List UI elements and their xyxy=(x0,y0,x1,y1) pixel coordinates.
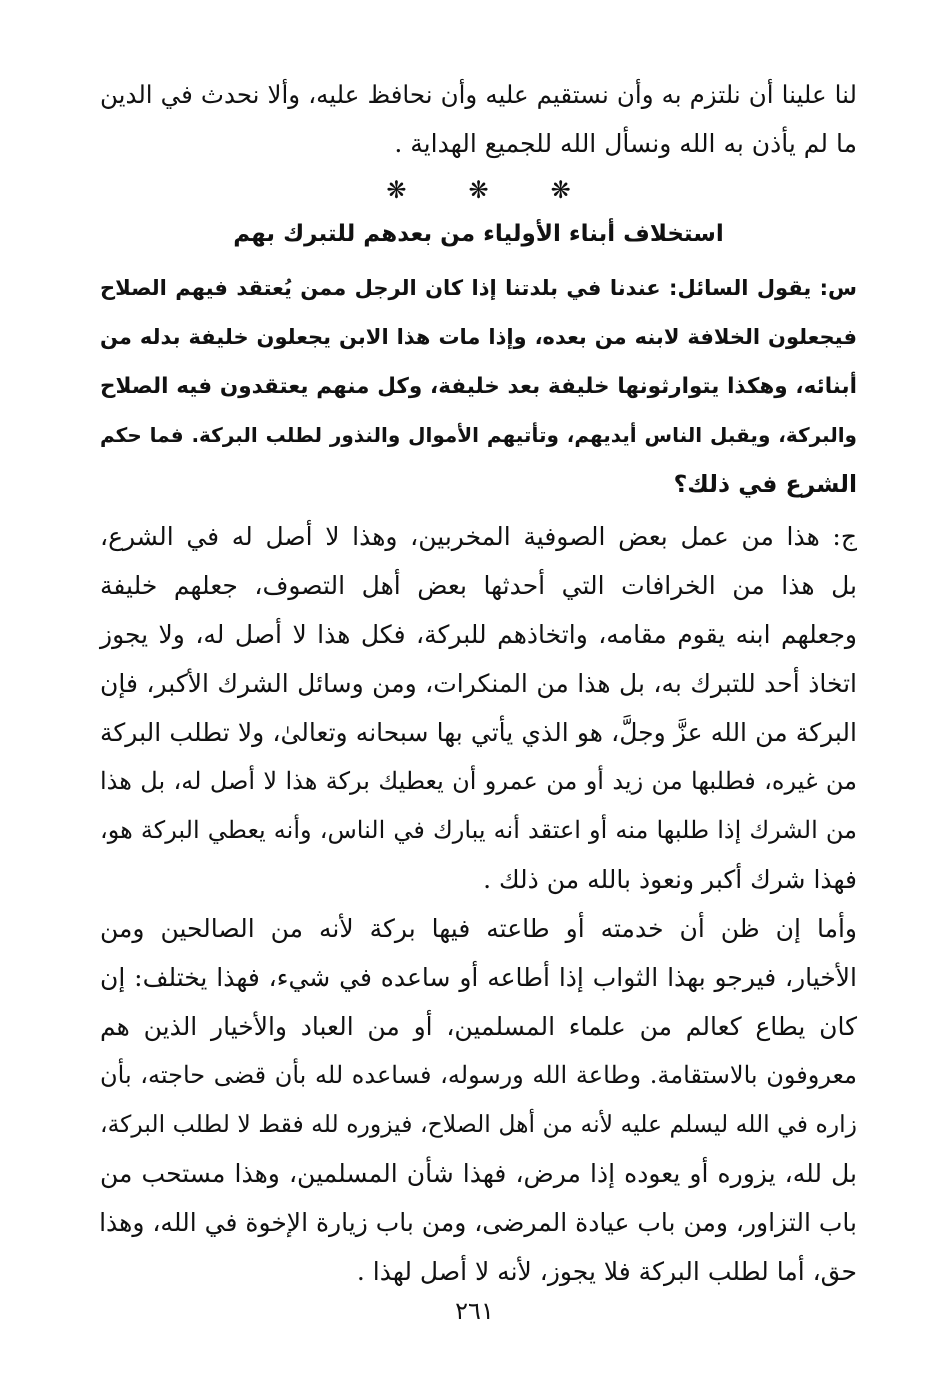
answer-line: وجعلهم ابنه يقوم مقامه، واتخاذهم للبركة، فكل هذا لا أصل له، ولا يجوز xyxy=(100,620,857,649)
question-line: فيجعلون الخلافة لابنه من بعده، وإذا مات هذا الابن يجعلون خليفة بدله من xyxy=(100,325,857,349)
separator-star: ❋ xyxy=(550,176,571,204)
page-number: ٢٦١ xyxy=(455,1297,494,1325)
separator-star: ❋ xyxy=(468,176,489,204)
answer-line: اتخاذ أحد للتبرك به، بل هذا من المنكرات، ومن وسائل الشرك الأكبر، فإن xyxy=(100,669,857,698)
answer-line: البركة من الله عزَّ وجلَّ، هو الذي يأتي بها سبحانه وتعالىٰ، ولا تطلب البركة xyxy=(100,718,857,747)
answer-line: معروفون بالاستقامة. وطاعة الله ورسوله، فساعده لله بأن قضى حاجته، بأن xyxy=(100,1061,857,1089)
answer-line: وأما إن ظن أن خدمته أو طاعته فيها بركة لأنه من الصالحين ومن xyxy=(100,914,857,943)
answer-line: باب التزاور، ومن باب عيادة المرضى، ومن باب زيارة الإخوة في الله، وهذا xyxy=(99,1208,857,1237)
answer-line: زاره في الله ليسلم عليه لأنه من أهل الصلاح، فيزوره لله فقط لا لطلب البركة، xyxy=(100,1110,857,1138)
question-paragraph xyxy=(100,264,857,509)
answer-line: بل لله، يزوره أو يعوده إذا مرض، فهذا شأن المسلمين، وهذا مستحب من xyxy=(100,1159,857,1188)
answer-line: من غيره، فطلبها من زيد أو من عمرو أن يعطيك بركة هذا لا أصل له، بل هذا xyxy=(100,767,857,795)
answer-line: حق، أما لطلب البركة فلا يجوز، لأنه لا أصل لهذا . xyxy=(356,1257,857,1286)
intro-line: ما لم يأذن به الله ونسأل الله للجميع الهداية . xyxy=(394,129,857,158)
question-line: والبركة، ويقبل الناس أيديهم، وتأتيهم الأموال والنذور لطلب البركة. فما حكم xyxy=(100,423,857,447)
separator-star: ❋ xyxy=(386,176,407,204)
question-line: س: يقول السائل: عندنا في بلدتنا إذا كان الرجل ممن يُعتقد فيهم الصلاح xyxy=(100,276,857,300)
answer-line: من الشرك إذا طلبها منه أو اعتقد أنه يبارك في الناس، وأنه يعطي البركة هو، xyxy=(100,816,857,844)
answer-line: فهذا شرك أكبر ونعوذ بالله من ذلك . xyxy=(483,865,857,894)
question-line: أبنائه، وهكذا يتوارثونها خليفة بعد خليفة، وكل منهم يعتقدون فيه الصلاح xyxy=(100,374,857,399)
answer-continued-paragraph xyxy=(100,904,857,1296)
answer-line: ج: هذا من عمل بعض الصوفية المخربين، وهذا لا أصل له في الشرع، xyxy=(100,522,857,551)
question-line: الشرع في ذلك؟ xyxy=(673,470,857,498)
answer-line: الأخيار، فيرجو بهذا الثواب إذا أطاعه أو ساعده في شيء، فهذا يختلف: إن xyxy=(100,963,857,992)
intro-line: لنا علينا أن نلتزم به وأن نستقيم عليه وأن نحافظ عليه، وألا نحدث في الدين xyxy=(100,80,857,109)
section-heading: استخلاف أبناء الأولياء من بعدهم للتبرك بهم xyxy=(233,221,724,247)
answer-paragraph xyxy=(100,512,857,904)
intro-paragraph xyxy=(100,70,857,168)
section-separator xyxy=(100,170,857,210)
answer-line: كان يطاع كعالم من علماء المسلمين، أو من العباد والأخيار الذين هم xyxy=(100,1012,857,1041)
answer-line: بل هذا من الخرافات التي أحدثها بعض أهل التصوف، جعلهم خليفة xyxy=(100,571,857,600)
